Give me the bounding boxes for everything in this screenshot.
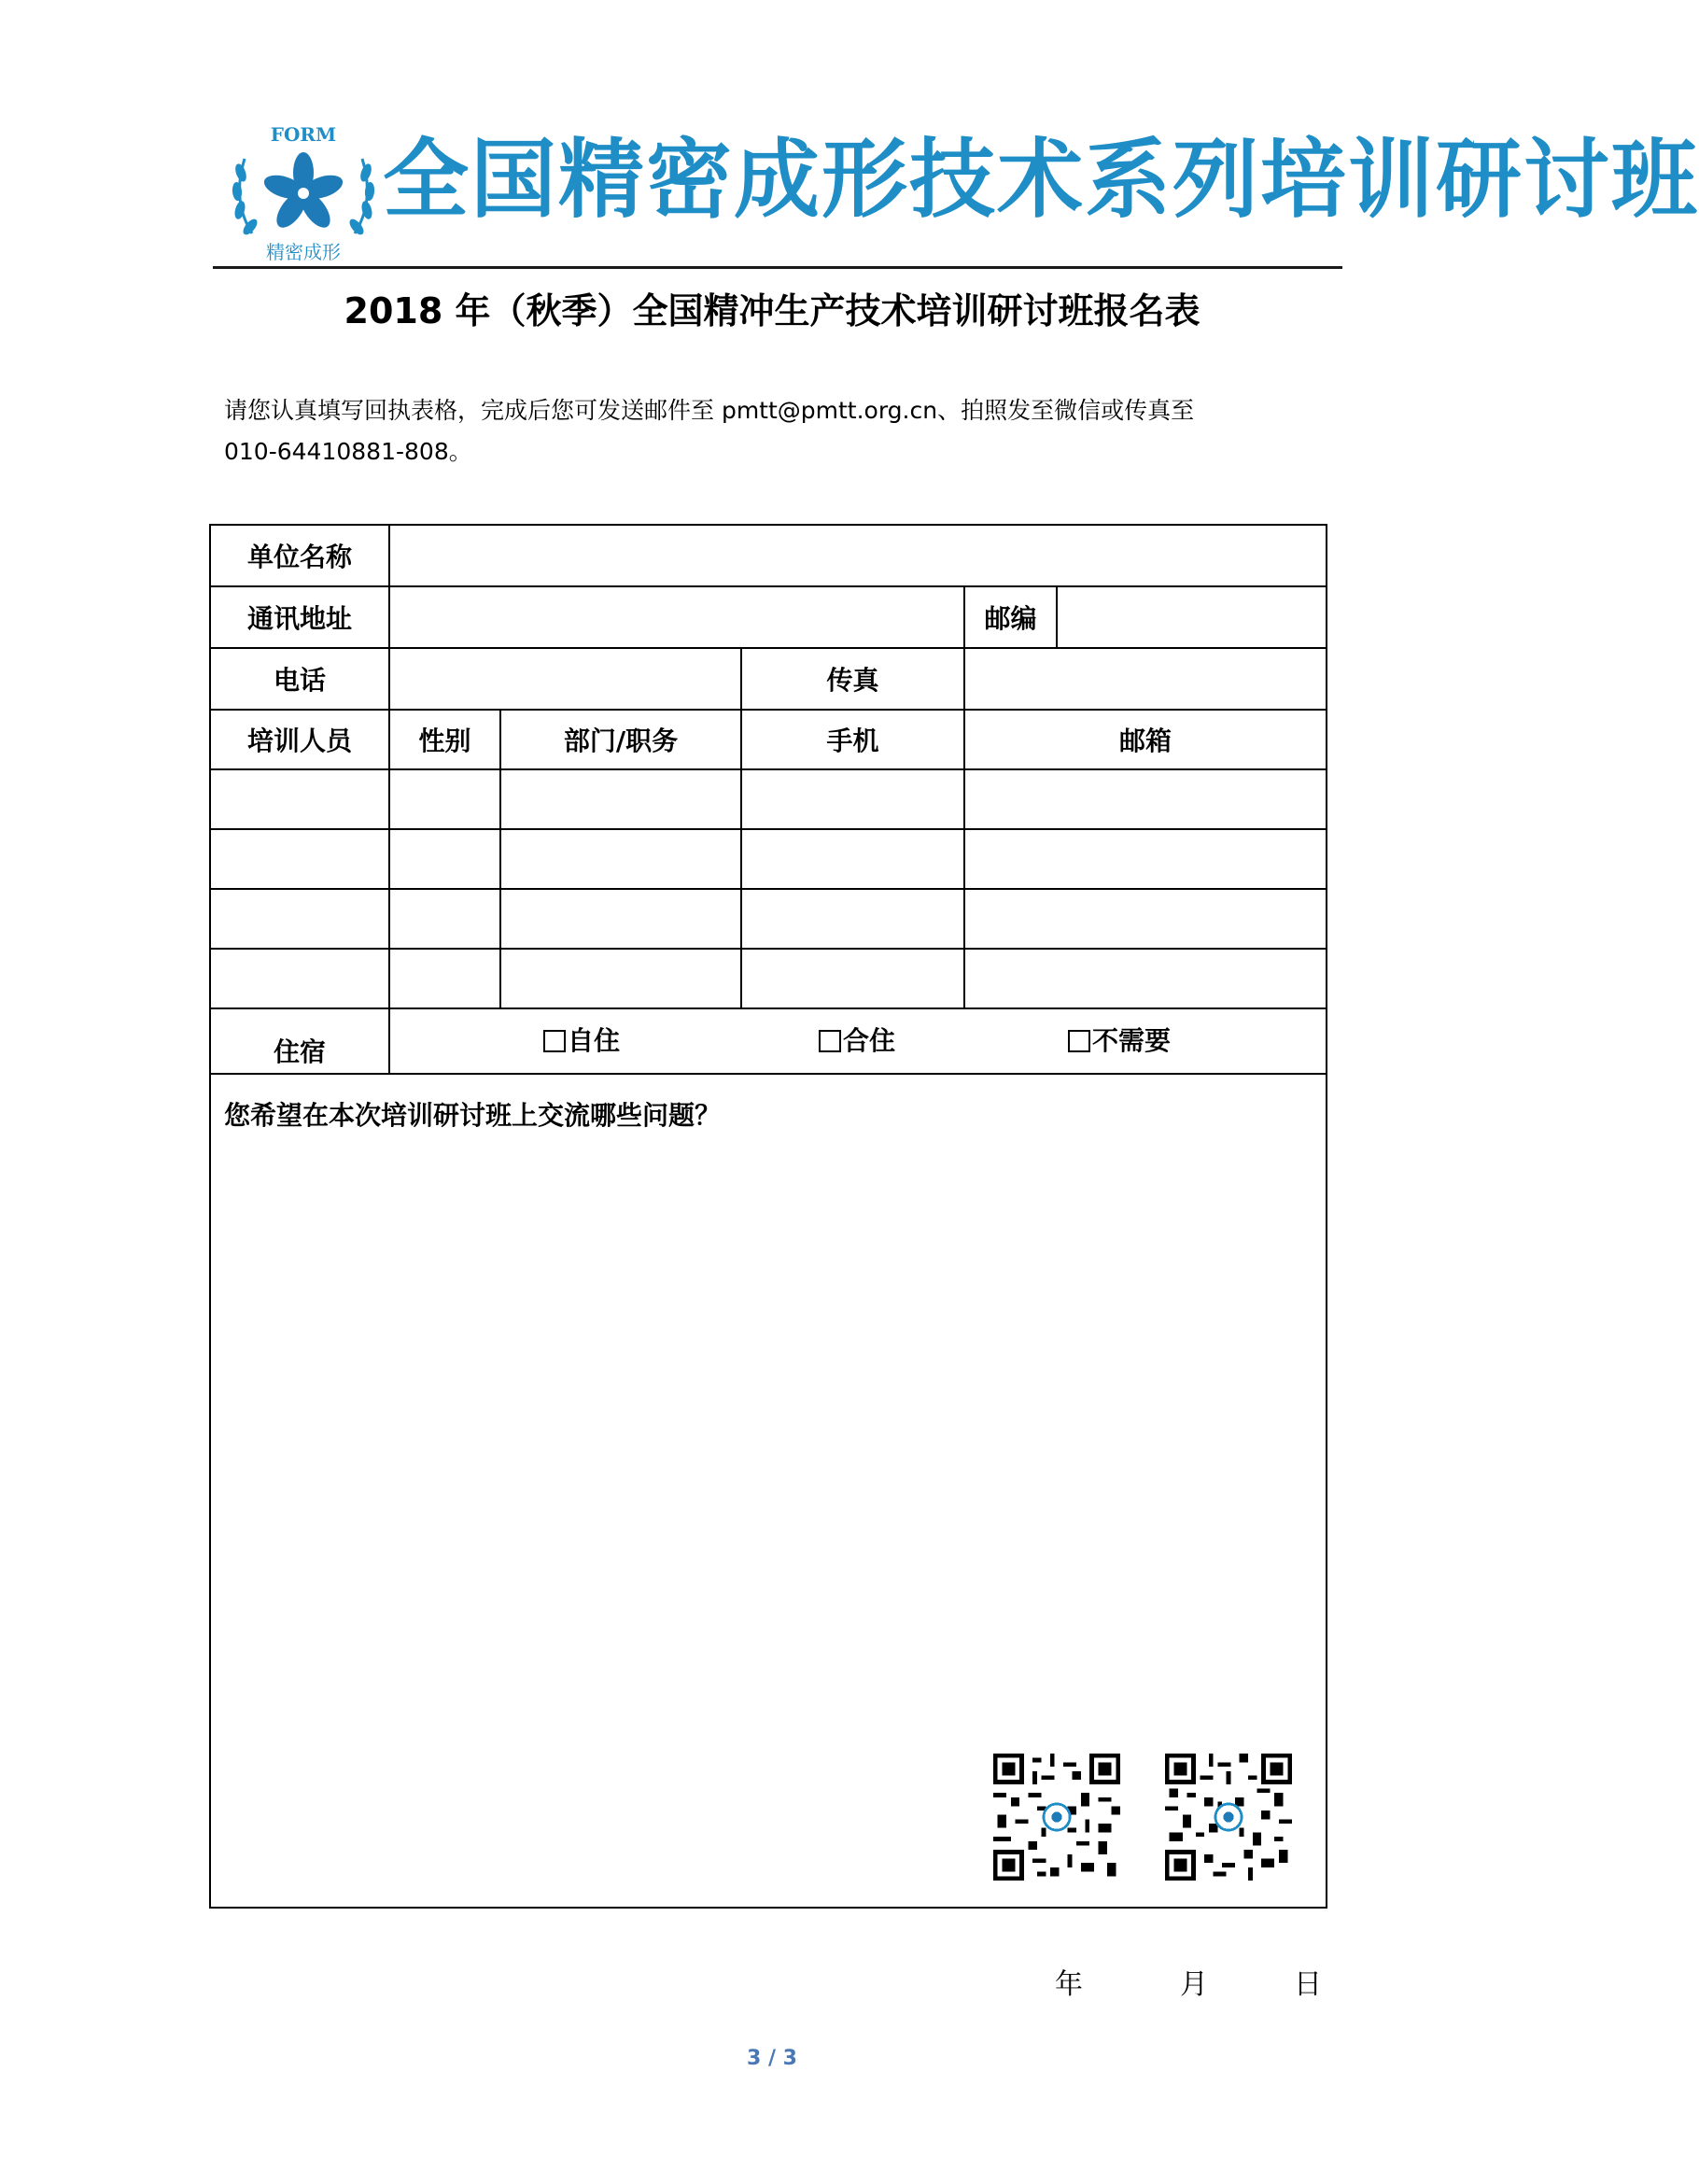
- email-field[interactable]: [964, 949, 1327, 1008]
- question-area[interactable]: [210, 1074, 1327, 1908]
- table-row: [210, 769, 1327, 829]
- gender-field[interactable]: [389, 949, 500, 1008]
- gender-field[interactable]: [389, 829, 500, 889]
- col-header-email: 邮箱: [964, 710, 1327, 769]
- phone-label: 电话: [210, 648, 389, 710]
- address-label: 通讯地址: [210, 586, 389, 648]
- gender-field[interactable]: [389, 769, 500, 829]
- email-field[interactable]: [964, 769, 1327, 829]
- fax-label: 传真: [741, 648, 964, 710]
- header-title: 全国精密成形技术系列培训研讨班: [383, 130, 1699, 230]
- trainee-name-field[interactable]: [210, 889, 389, 949]
- trainee-name-field[interactable]: [210, 769, 389, 829]
- col-header-department: 部门/职务: [500, 710, 741, 769]
- date-day-label: 日: [1294, 1968, 1322, 2001]
- mobile-field[interactable]: [741, 889, 964, 949]
- fax-field[interactable]: [964, 648, 1327, 710]
- qr-code-icon: [993, 1754, 1120, 1881]
- mobile-field[interactable]: [741, 769, 964, 829]
- unit-name-label: 单位名称: [210, 525, 389, 586]
- registration-table: [209, 524, 1327, 1909]
- table-row: [210, 889, 1327, 949]
- trainee-name-field[interactable]: [210, 949, 389, 1008]
- date-year-label: 年: [1055, 1968, 1083, 2001]
- col-header-gender: 性别: [389, 710, 500, 769]
- col-header-mobile: 手机: [741, 710, 964, 769]
- department-field[interactable]: [500, 889, 741, 949]
- lodging-label: 住宿: [210, 1008, 389, 1074]
- logo-flower-icon: [224, 117, 383, 266]
- header-divider: [213, 266, 1342, 269]
- intro-line-2: 010-64410881-808。: [224, 438, 472, 465]
- intro-line-1: 请您认真填写回执表格，完成后您可发送邮件至 pmtt@pmtt.org.cn、拍照发至微信或传真至: [224, 397, 1195, 424]
- department-field[interactable]: [500, 769, 741, 829]
- postcode-label: 邮编: [964, 586, 1057, 648]
- lodging-option-none[interactable]: 不需要: [1068, 1022, 1171, 1060]
- email-field[interactable]: [964, 889, 1327, 949]
- trainee-name-field[interactable]: [210, 829, 389, 889]
- mobile-field[interactable]: [741, 949, 964, 1008]
- phone-field[interactable]: [389, 648, 741, 710]
- mobile-field[interactable]: [741, 829, 964, 889]
- checkbox-icon[interactable]: [543, 1030, 566, 1052]
- address-field[interactable]: [389, 586, 964, 648]
- qr-code-icon: [1165, 1754, 1292, 1881]
- svg-text:FORM: FORM: [270, 123, 337, 146]
- intro-text: [224, 390, 1344, 472]
- unit-name-field[interactable]: [389, 525, 1327, 586]
- date-month-label: 月: [1180, 1968, 1208, 2001]
- checkbox-icon[interactable]: [1068, 1030, 1090, 1052]
- form-title: 2018 年（秋季）全国精冲生产技术培训研讨班报名表: [344, 290, 1201, 331]
- svg-text:精密成形: 精密成形: [266, 241, 341, 263]
- question-label: 您希望在本次培训研讨班上交流哪些问题？: [224, 1100, 722, 1131]
- department-field[interactable]: [500, 949, 741, 1008]
- page-number: 3 / 3: [747, 2047, 797, 2070]
- checkbox-icon[interactable]: [819, 1030, 841, 1052]
- table-row: [210, 949, 1327, 1008]
- postcode-field[interactable]: [1057, 586, 1327, 648]
- lodging-option-shared[interactable]: 合住: [819, 1022, 895, 1060]
- table-row: [210, 829, 1327, 889]
- lodging-option-self[interactable]: 自住: [543, 1022, 620, 1060]
- department-field[interactable]: [500, 829, 741, 889]
- lodging-options: [389, 1008, 1327, 1074]
- col-header-trainee: 培训人员: [210, 710, 389, 769]
- gender-field[interactable]: [389, 889, 500, 949]
- header: [224, 117, 1699, 266]
- email-field[interactable]: [964, 829, 1327, 889]
